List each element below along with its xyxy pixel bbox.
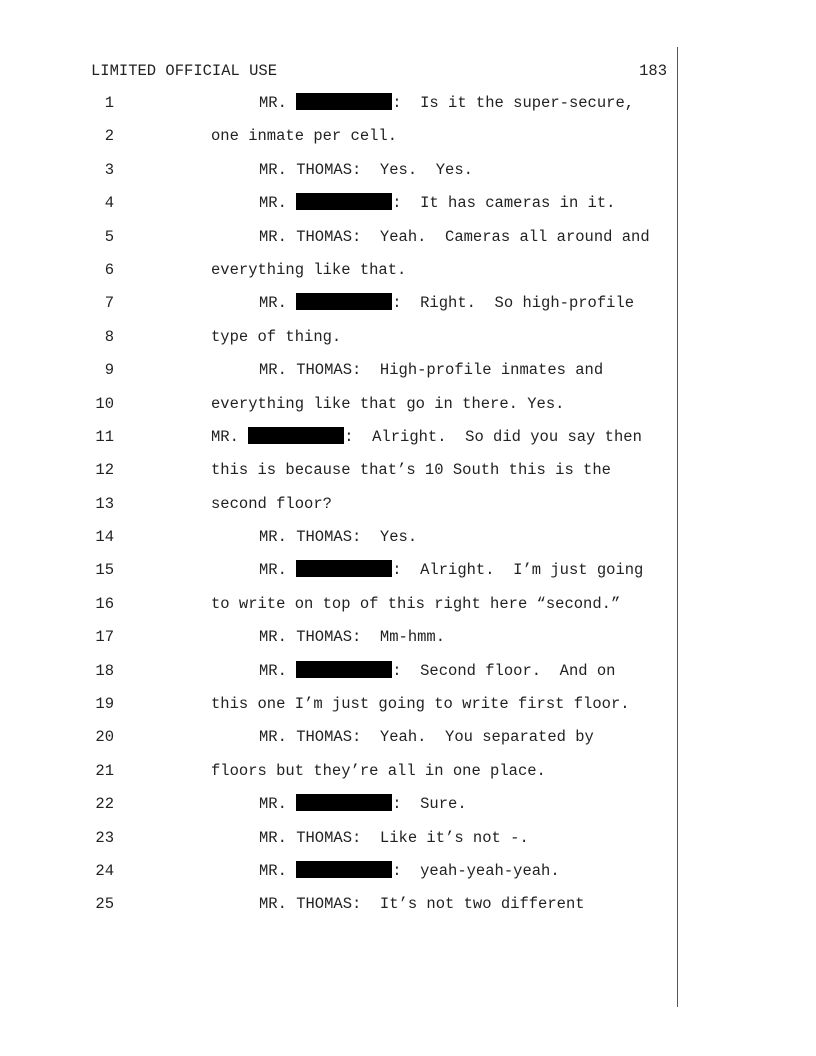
line-text-after: : Sure. (392, 795, 467, 814)
line-text (259, 727, 594, 747)
line-text (211, 327, 341, 347)
line-number: 12 (95, 461, 114, 480)
line-text (211, 394, 564, 414)
transcript-line (0, 460, 816, 493)
line-number: 7 (104, 294, 114, 313)
redaction-bar (248, 427, 344, 444)
line-text-before: type of thing. (211, 327, 342, 346)
redaction-bar (296, 193, 392, 210)
transcript-line (0, 360, 816, 393)
transcript-line (0, 560, 816, 593)
line-number: 13 (95, 494, 114, 513)
redaction-bar (296, 661, 392, 678)
line-number: 14 (95, 528, 114, 547)
classification-marking: LIMITED OFFICIAL USE (91, 62, 278, 80)
line-text (259, 828, 529, 848)
line-text-before: MR. THOMAS: Yeah. You separated by (259, 728, 594, 747)
line-text-before: MR. (259, 194, 297, 213)
line-text-before: MR. THOMAS: Mm-hmm. (259, 628, 446, 647)
line-number: 10 (95, 394, 114, 413)
line-number: 17 (95, 628, 114, 647)
line-text (211, 594, 620, 614)
line-text-before: second floor? (211, 494, 332, 513)
line-text-after: : Alright. I’m just going (392, 561, 644, 580)
line-number: 23 (95, 828, 114, 847)
line-text (259, 861, 560, 881)
redaction-bar (296, 794, 392, 811)
line-number: 24 (95, 861, 114, 880)
line-text (259, 894, 585, 914)
line-text (259, 227, 650, 247)
transcript-line (0, 494, 816, 527)
redaction-bar (296, 861, 392, 878)
line-text (211, 260, 406, 280)
transcript-line (0, 694, 816, 727)
transcript-line (0, 126, 816, 159)
redaction-bar (296, 560, 392, 577)
line-text (259, 794, 467, 814)
line-text-after: : Alright. So did you say then (344, 427, 642, 446)
transcript-body (0, 93, 816, 928)
line-text-before: this is because that’s 10 South this is the (211, 461, 611, 480)
line-text (259, 293, 634, 313)
redaction-bar (296, 93, 392, 110)
line-text (211, 694, 630, 714)
line-number: 11 (95, 427, 114, 446)
transcript-line (0, 861, 816, 894)
line-text (211, 460, 611, 480)
line-text (259, 93, 634, 113)
transcript-line (0, 227, 816, 260)
transcript-line (0, 327, 816, 360)
line-text-before: MR. THOMAS: Yeah. Cameras all around and (259, 227, 650, 246)
page-number: 183 (639, 62, 667, 80)
line-text-after: : Right. So high-profile (392, 294, 635, 313)
line-number: 22 (95, 795, 114, 814)
line-text-before: everything like that go in there. Yes. (211, 394, 565, 413)
line-text-after: : yeah-yeah-yeah. (392, 861, 560, 880)
line-text (259, 360, 603, 380)
line-text-before: MR. THOMAS: Yes. (259, 528, 418, 547)
line-text-before: MR. (259, 561, 297, 580)
transcript-line (0, 627, 816, 660)
transcript-line (0, 828, 816, 861)
line-text (211, 494, 332, 514)
line-text-before: MR. THOMAS: High-profile inmates and (259, 361, 604, 380)
line-text-before: floors but they’re all in one place. (211, 761, 546, 780)
transcript-line (0, 527, 816, 560)
line-number: 4 (104, 194, 114, 213)
line-text-before: MR. (259, 94, 297, 112)
line-number: 16 (95, 594, 114, 613)
transcript-line (0, 727, 816, 760)
line-text (259, 627, 445, 647)
transcript-line (0, 293, 816, 326)
line-text-before: MR. THOMAS: Yes. Yes. (259, 160, 473, 179)
line-text-before: MR. (259, 661, 297, 680)
line-number: 21 (95, 761, 114, 780)
transcript-line (0, 193, 816, 226)
line-text (211, 126, 397, 146)
line-number: 19 (95, 695, 114, 714)
line-text-before: MR. (259, 294, 297, 313)
line-number: 15 (95, 561, 114, 580)
transcript-line (0, 394, 816, 427)
line-text-before: everything like that. (211, 260, 407, 279)
transcript-line (0, 427, 816, 460)
line-text (259, 661, 615, 681)
line-number: 6 (104, 260, 114, 279)
page-header (91, 61, 667, 81)
line-text-before: MR. (259, 861, 297, 880)
transcript-line (0, 794, 816, 827)
line-number: 8 (104, 327, 114, 346)
line-number: 18 (95, 661, 114, 680)
transcript-line (0, 594, 816, 627)
line-number: 5 (104, 227, 114, 246)
transcript-line (0, 761, 816, 794)
line-text-before: MR. THOMAS: It’s not two different (259, 895, 585, 914)
line-text (259, 527, 417, 547)
line-text (259, 193, 615, 213)
transcript-line (0, 160, 816, 193)
line-text (211, 761, 546, 781)
line-number: 3 (104, 160, 114, 179)
line-text (259, 560, 643, 580)
transcript-line (0, 260, 816, 293)
line-text-before: MR. (211, 427, 249, 446)
transcript-line (0, 894, 816, 927)
transcript-line (0, 661, 816, 694)
line-text-before: this one I’m just going to write first floor. (211, 695, 630, 714)
line-text-after: : Second floor. And on (392, 661, 616, 680)
redaction-bar (296, 293, 392, 310)
line-text-before: MR. THOMAS: Like it’s not -. (259, 828, 529, 847)
line-text-before: to write on top of this right here “second.” (211, 594, 621, 613)
line-text (259, 160, 473, 180)
line-text-after: : Is it the super-secure, (392, 94, 635, 112)
line-number: 9 (104, 361, 114, 380)
line-text-before: MR. (259, 795, 297, 814)
transcript-line (0, 93, 816, 126)
line-number: 25 (95, 895, 114, 914)
line-number: 1 (104, 94, 114, 112)
line-text-before: one inmate per cell. (211, 127, 398, 146)
line-text-after: : It has cameras in it. (392, 194, 616, 213)
line-number: 20 (95, 728, 114, 747)
line-number: 2 (104, 127, 114, 146)
line-text (211, 427, 642, 447)
